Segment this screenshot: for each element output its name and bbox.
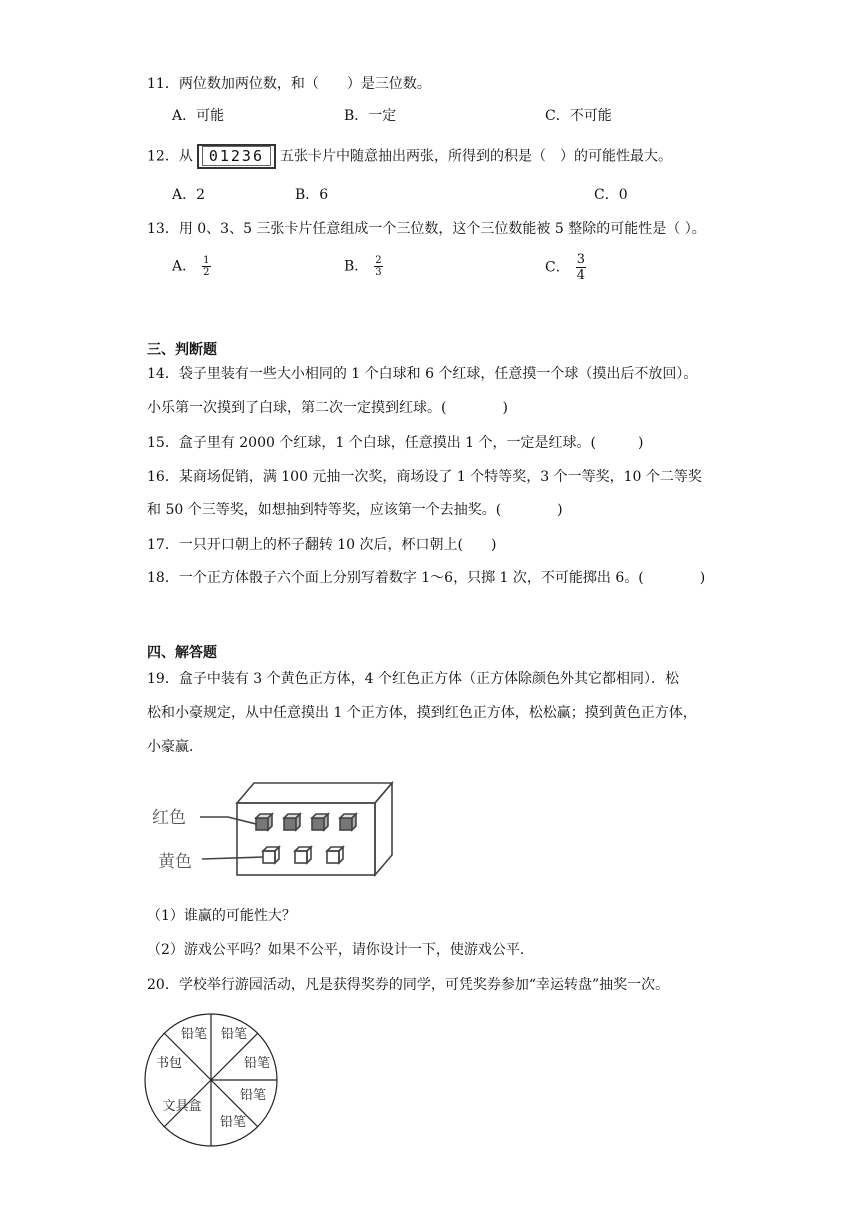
q19-line3: 小豪赢．: [147, 739, 203, 755]
q12-option-b: B．6: [295, 187, 329, 203]
q20-text: 20．学校举行游园活动，凡是获得奖券的同学，可凭奖券参加“幸运转盘”抽奖一次。: [147, 977, 670, 993]
q13-option-c-label: C．: [545, 259, 570, 276]
fraction-numerator: 1: [203, 255, 210, 266]
fraction-three-quarters: [576, 252, 586, 283]
q13-option-a: [172, 255, 211, 278]
q13-option-b: [344, 255, 383, 278]
q11-option-a: A．可能: [172, 108, 225, 124]
label-yellow: 黄色: [158, 852, 192, 872]
q14-line1: 14．袋子里装有一些大小相同的 1 个白球和 6 个红球，任意摸一个球（摸出后不放回）。: [147, 366, 698, 382]
wheel-sector-pencil: 铅笔: [243, 1056, 271, 1071]
q11-option-c: C．不可能: [545, 108, 612, 124]
q12-option-a: A．2: [172, 187, 206, 203]
q13-text: 13．用 0、3、5 三张卡片任意组成一个三位数，这个三位数能被 5 整除的可能性是（ ）。: [147, 221, 706, 237]
q19-sub2: （2）游戏公平吗？如果不公平，请你设计一下，使游戏公平．: [147, 942, 534, 958]
q13-option-a-label: A．: [172, 258, 197, 275]
q12-prefix: 12．从: [147, 148, 193, 165]
cube-box-figure: [140, 775, 400, 885]
q15-text: 15．盒子里有 2000 个红球，1 个白球，任意摸出 1 个，一定是红球。( ): [147, 435, 644, 451]
wheel-sector-pencil-box: 文具盒: [162, 1099, 202, 1114]
box-side: [375, 783, 392, 875]
q11-text: 11．两位数加两位数，和（ ）是三位数。: [147, 76, 431, 92]
fraction-denominator: 2: [203, 267, 210, 278]
red-pointer-line: [200, 817, 256, 824]
fraction-one-half: [202, 255, 210, 278]
fraction-denominator: 4: [576, 268, 585, 283]
q16-line2: 和 50 个三等奖，如想抽到特等奖，应该第一个去抽奖。( ): [147, 502, 563, 518]
q16-line1: 16．某商场促销，满 100 元抽一次奖，商场设了 1 个特等奖，3 个一等奖，10 个二等奖: [147, 469, 702, 485]
q12-option-c: C．0: [594, 187, 628, 203]
q13-option-b-label: B．: [344, 258, 369, 275]
red-cubes: [256, 814, 356, 830]
fraction-numerator: 3: [576, 252, 585, 267]
q14-line2: 小乐第一次摸到了白球，第二次一定摸到红球。( ): [147, 400, 508, 416]
number-cards: [197, 144, 276, 169]
q11-option-b: B．一定: [344, 108, 397, 124]
q19-sub1: （1）谁赢的可能性大？: [147, 908, 296, 924]
wheel-sector-schoolbag: 书包: [155, 1056, 183, 1071]
q17-text: 17．一只开口朝上的杯子翻转 10 次后，杯口朝上( ): [147, 537, 497, 553]
section-heading-answers: 四、解答题: [147, 645, 217, 661]
q12-line: [147, 144, 672, 169]
yellow-cubes: [263, 847, 343, 863]
fraction-denominator: 3: [375, 267, 382, 278]
fraction-two-thirds: [374, 255, 382, 278]
q13-option-c: [545, 252, 586, 283]
q19-line2: 松和小豪规定，从中任意摸出 1 个正方体，摸到红色正方体，松松赢；摸到黄色正方体，: [147, 705, 697, 721]
lucky-wheel: [142, 1010, 282, 1150]
q19-line1: 19．盒子中装有 3 个黄色正方体，4 个红色正方体（正方体除颜色外其它都相同）．松: [147, 671, 679, 687]
section-heading-judgement: 三、判断题: [147, 342, 217, 358]
fraction-numerator: 2: [375, 255, 382, 266]
wheel-sector-pencil: 铅笔: [219, 1115, 247, 1130]
wheel-sector-pencil: 铅笔: [220, 1027, 248, 1042]
number-cards-digits: 01236: [202, 146, 271, 166]
yellow-pointer-line: [202, 857, 263, 859]
q12-suffix: 五张卡片中随意抽出两张，所得到的积是（ ）的可能性最大。: [279, 148, 672, 165]
label-red: 红色: [152, 808, 186, 828]
wheel-sector-pencil: 铅笔: [180, 1027, 208, 1042]
q18-text: 18．一个正方体骰子六个面上分别写着数字 1～6，只掷 1 次，不可能掷出 6。( ): [147, 570, 706, 586]
wheel-sector-pencil: 铅笔: [239, 1088, 267, 1103]
box-top: [237, 783, 392, 803]
